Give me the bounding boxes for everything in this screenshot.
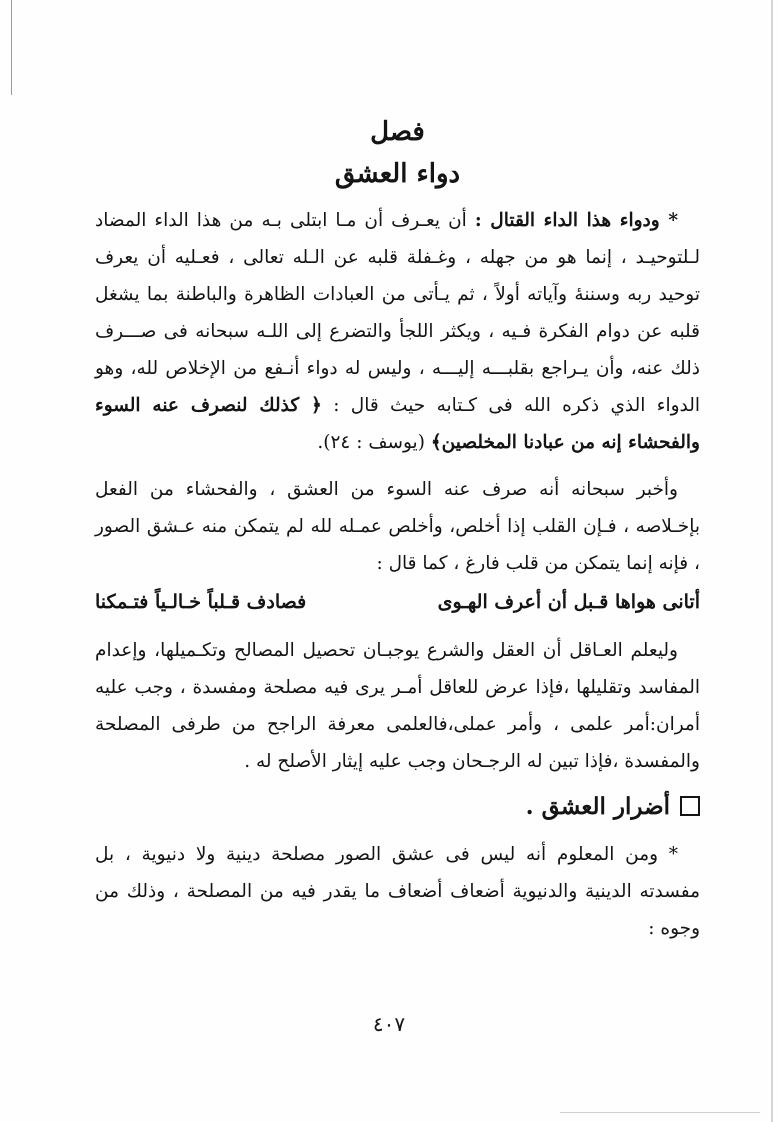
scan-edge-right: [771, 0, 773, 1122]
spacer: [95, 622, 700, 632]
poem-hemistich-first: أتانى هواها قـبل أن أعرف الهـوى: [437, 591, 700, 613]
verse-reference: (يوسف : ٢٤).: [317, 432, 425, 453]
paragraph-reason: وليعلم العـاقل أن العقل والشرع يوجبـان تحصيل المصالح وتكـميلها، وإعدام المفاسد وتقليلها ،فإذا عرض للعاقل أمـر يرى فيه مصلحة ومفسدة ، وجب عليه أمران:أمر علمى ، وأمر عملى،فالعلمى معرفة الراجح من طرفى المصلحة والمفسدة ،فإذا تبين له الرجـحان وجب عليه إيثار الأصلح له .: [95, 640, 700, 772]
paragraph-remedy: [95, 202, 700, 461]
subheading-text: أضرار العشق .: [525, 793, 670, 820]
page-body: [95, 112, 700, 947]
page-number: ٤٠٧: [372, 1012, 406, 1036]
page-title: دواء العشق: [334, 159, 461, 189]
subheading: [95, 784, 700, 830]
quran-verse: ﴿ كذلك لنصرف عنه السوء والفحشاء إنه من عبادنا المخلصين﴾: [95, 395, 700, 453]
section-heading: فصل: [370, 117, 425, 147]
paragraph-harms: * ومن المعلوم أنه ليس فى عشق الصور مصلحة دينية ولا دنيوية ، بل مفسدته الدينية والدنيوية أضعاف أضعاف ما يقدر فيه من المصلحة ، وذلك من وجوه :: [95, 844, 700, 939]
poem-hemistich-second: فصادف قـلباً خـالـياً فتـمكنا: [95, 591, 307, 613]
paragraph-text: أن يعـرف أن مـا ابتلى بـه من هذا الداء المضاد لـلتوحيـد ، إنما هو من جهله ، وغـفلة قلبه عن الـله تعالى ، فعـليه أن يعرف توحيد ربه وسننهٔ وآياته أولاً ، ثم يـأتى من العبادات الظاهرة والباطنة بما يشغل قلبه عن دوام الفكرة فـيه ، ويكثر اللجأ والتضرع إلى اللـه سبحانه فى صـــرف ذلك عنه، وأن يـراجع بقلبـــه إليـــه ، وليس له دواء أنـفع من الإخلاص لله، وهو الدواء الذي ذكره الله فى كـتابه حيث قال :: [95, 210, 701, 416]
square-bullet-icon: [680, 796, 700, 816]
paragraph-sincerity: وأخبر سبحانه أنه صرف عنه السوء من العشق ، والفحشاء من الفعل بإخـلاصه ، فـإن القلب إذا أخلص، وأخلص عمـله لله لم يتمكن منه عـشق الصور ، فإنه إنما يتمكن من قلب فارغ ، كما قال :: [95, 479, 700, 574]
poem-verse: [95, 582, 700, 622]
scan-edge-left: [11, 0, 12, 95]
paragraph-lead: * ودواء هذا الداء القتال :: [474, 210, 678, 231]
spacer: [95, 461, 700, 471]
scan-edge-bottom: [560, 1112, 760, 1113]
